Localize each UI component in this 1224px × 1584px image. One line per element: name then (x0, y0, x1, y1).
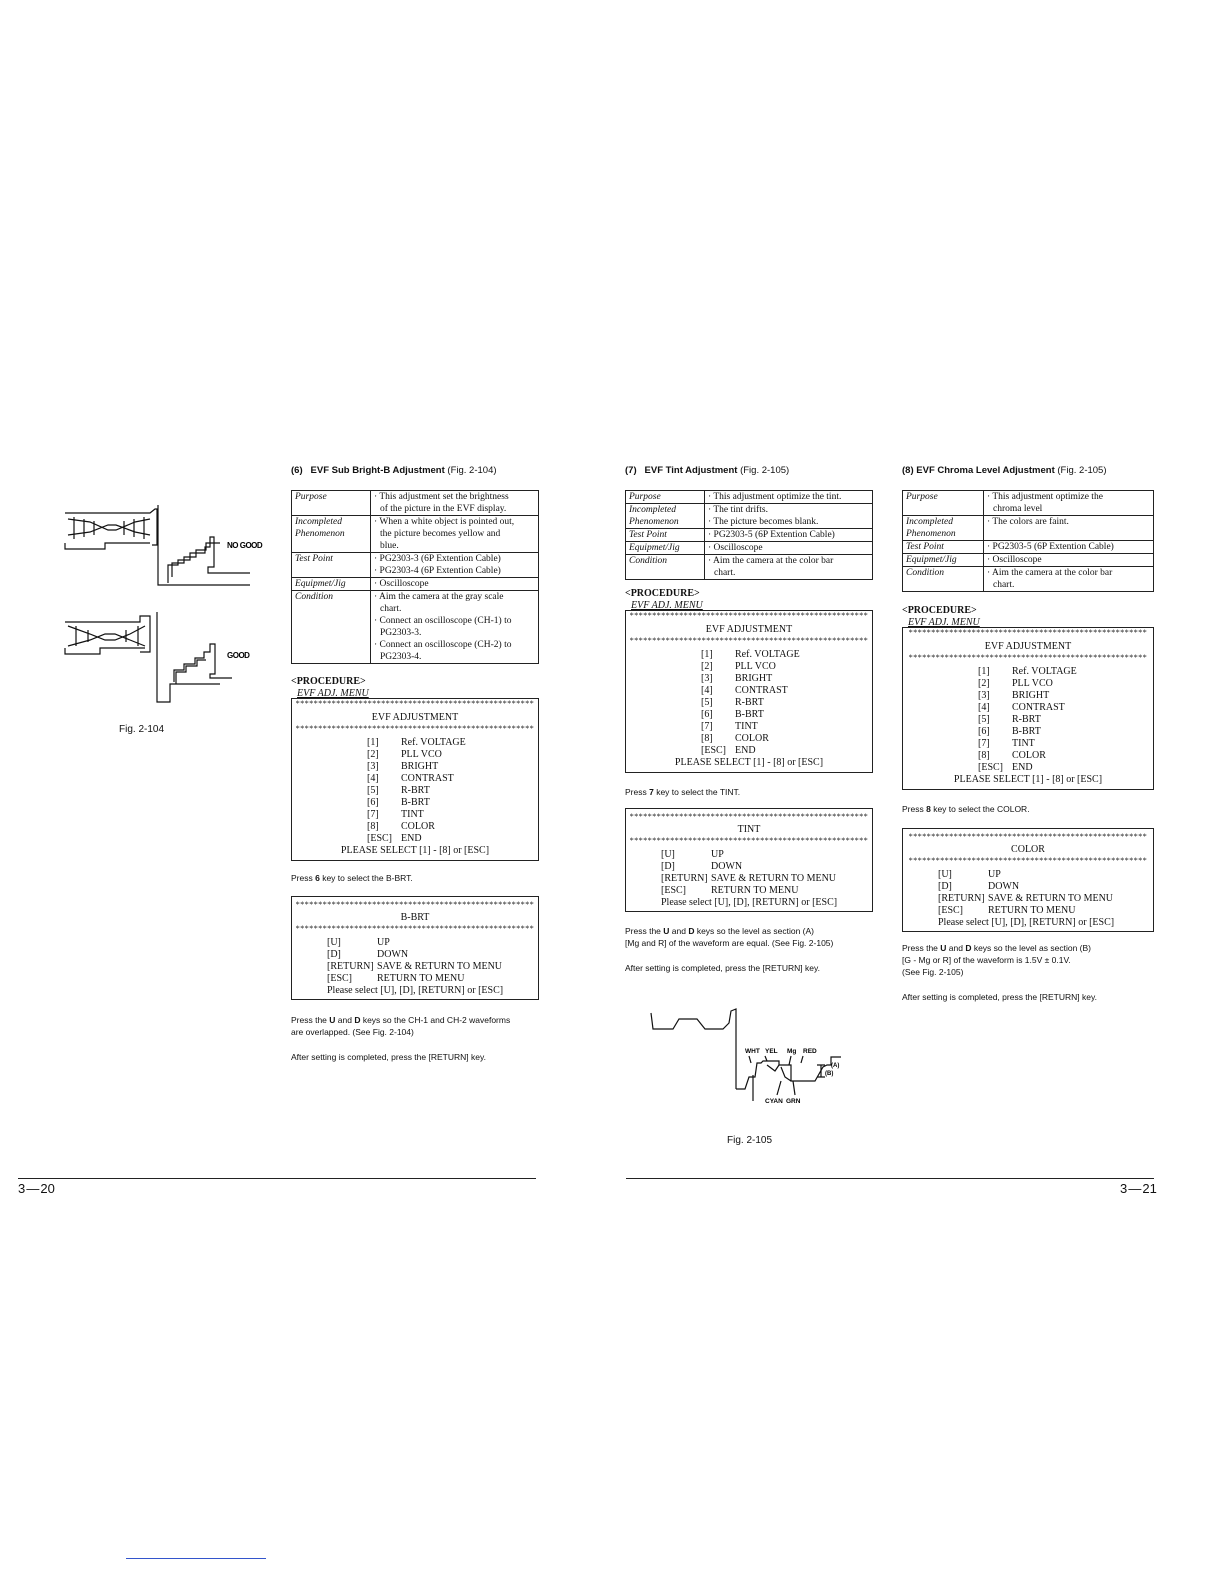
row-key: Equipmet/Jig (629, 543, 680, 553)
section-7-procedure (625, 588, 703, 612)
row-key: Purpose (295, 492, 327, 502)
menu-item-label: UP (711, 849, 724, 860)
menu-item-label: COLOR (735, 733, 769, 744)
table-row (903, 554, 1154, 567)
menu-item (367, 749, 538, 761)
table-row (626, 555, 873, 580)
note-key: D (688, 926, 695, 936)
menu-item-key: [ESC] (661, 885, 686, 896)
note-text: and (335, 1015, 355, 1025)
procedure-title: <PROCEDURE> (625, 588, 700, 599)
menu-item-key: [1] (978, 666, 990, 677)
note-text: (See Fig. 2-105) (902, 967, 964, 977)
menu-item-key: [5] (701, 697, 713, 708)
section-7-press-note (625, 786, 740, 798)
row-line: · PG2303-3 (6P Extention Cable) (374, 554, 501, 564)
note-text: Press (902, 804, 927, 814)
menu-item-label: COLOR (401, 821, 435, 832)
menu-item-label: END (401, 833, 422, 844)
menu-stars-top: ***************************************************** (908, 628, 1148, 637)
section-7-info-table (625, 490, 873, 580)
section-8-submenu (902, 828, 1154, 932)
row-line: · PG2303-5 (6P Extention Cable) (987, 542, 1114, 552)
menu-item (367, 809, 538, 821)
note-text: Press the (625, 926, 664, 936)
menu-item (938, 905, 1153, 917)
fig-2-104-good (60, 612, 265, 722)
row-line: · The tint drifts. (708, 505, 768, 515)
menu-item (938, 893, 1153, 905)
menu-item-key: [U] (938, 869, 952, 880)
menu-item (701, 697, 872, 709)
menu-item-label: SAVE & RETURN TO MENU (988, 893, 1114, 904)
menu-stars-top: ***************************************************** (629, 812, 869, 821)
menu-item-label: DOWN (988, 881, 1020, 892)
note-text: keys so the level as section (A) (694, 926, 814, 936)
row-key: Incompleted (295, 517, 342, 527)
menu-item (978, 714, 1153, 726)
section-8-procedure (902, 605, 980, 629)
menu-item (367, 773, 538, 785)
menu-item-key: [4] (367, 773, 379, 784)
table-row (292, 491, 539, 516)
submenu-footer: Please select [U], [D], [RETURN] or [ESC] (938, 917, 1115, 928)
label-a: (A) (831, 1063, 840, 1069)
row-line: · This adjustment optimize the (987, 492, 1103, 502)
menu-stars-mid: ***************************************************** (908, 653, 1148, 662)
section-8-adjust-note (902, 942, 1162, 978)
section-8-info-table (902, 490, 1154, 592)
label-mg: Mg (787, 1048, 797, 1055)
section-6-title: EVF Sub Bright-B Adjustment (310, 465, 445, 476)
section-7-evf-menu (625, 610, 873, 773)
submenu-title: TINT (737, 824, 761, 835)
menu-item-key: [8] (978, 750, 990, 761)
menu-stars-top: ***************************************************** (629, 611, 869, 620)
submenu-title: B-BRT (400, 912, 430, 923)
row-line: chart. (380, 604, 402, 614)
menu-item-label: TINT (1012, 738, 1035, 749)
menu-item-key: [8] (701, 733, 713, 744)
menu-item (367, 797, 538, 809)
row-line: · Connect an oscilloscope (CH-2) to (374, 640, 512, 650)
submenu-title: COLOR (1011, 844, 1045, 855)
menu-item-key: [ESC] (367, 833, 392, 844)
menu-title: EVF ADJUSTMENT (705, 624, 793, 635)
row-line: PG2303-3. (380, 628, 422, 638)
row-key: Condition (629, 556, 668, 566)
label-wht: WHT (745, 1048, 760, 1055)
menu-item-label: COLOR (1012, 750, 1046, 761)
section-7-heading (625, 465, 789, 476)
section-6-evf-menu (291, 698, 539, 861)
section-8-num: (8) (902, 465, 914, 476)
menu-stars-top: ***************************************************** (295, 699, 535, 708)
table-row (626, 542, 873, 555)
menu-item-label: DOWN (711, 861, 743, 872)
menu-item-key: [ESC] (978, 762, 1003, 773)
note-key: 6 (315, 873, 320, 883)
menu-stars-top: ***************************************************** (908, 832, 1148, 841)
menu-item (367, 821, 538, 833)
menu-item (367, 761, 538, 773)
row-key: Equipmet/Jig (906, 555, 957, 565)
menu-item-key: [3] (978, 690, 990, 701)
row-key: Incompleted (629, 505, 676, 515)
menu-stars-mid: ***************************************************** (908, 856, 1148, 865)
menu-item-key: [ESC] (938, 905, 963, 916)
menu-item-key: [1] (701, 649, 713, 660)
menu-item-label: B-BRT (1012, 726, 1041, 737)
menu-item-label: Ref. VOLTAGE (1012, 666, 1077, 677)
menu-item-key: [7] (978, 738, 990, 749)
menu-footer: PLEASE SELECT [1] - [8] or [ESC] (340, 845, 490, 856)
row-key2: Phenomenon (295, 529, 345, 539)
menu-item (701, 649, 872, 661)
menu-item-label: CONTRAST (1012, 702, 1065, 713)
menu-item (661, 885, 872, 897)
menu-item-key: [2] (978, 678, 990, 689)
row-line: · PG2303-5 (6P Extention Cable) (708, 530, 835, 540)
menu-item (701, 661, 872, 673)
row-key: Test Point (295, 554, 333, 564)
table-row (292, 578, 539, 591)
fig-2-105-caption: Fig. 2-105 (727, 1135, 773, 1146)
section-7-ref: (Fig. 2-105) (740, 465, 790, 476)
menu-item (978, 750, 1153, 762)
section-7-title: EVF Tint Adjustment (644, 465, 738, 476)
menu-item (367, 737, 538, 749)
menu-item-label: R-BRT (735, 697, 764, 708)
row-key2: Phenomenon (906, 529, 956, 539)
row-line: · Oscilloscope (708, 543, 763, 553)
menu-stars-top: ***************************************************** (295, 900, 535, 909)
menu-item-label: PLL VCO (1012, 678, 1053, 689)
menu-item-label: RETURN TO MENU (377, 973, 465, 984)
note-text: key to select the TINT. (653, 787, 741, 797)
note-text: are overlapped. (See Fig. 2-104) (291, 1027, 414, 1037)
menu-item (701, 709, 872, 721)
menu-item (938, 869, 1153, 881)
menu-item-key: [D] (938, 881, 952, 892)
section-8-after-note: After setting is completed, press the [RETURN] key. (902, 992, 1097, 1002)
menu-item (978, 678, 1153, 690)
section-8-press-note (902, 803, 1030, 815)
menu-item (978, 702, 1153, 714)
row-line: blue. (380, 541, 399, 551)
fig-2-104-caption: Fig. 2-104 (119, 724, 165, 735)
menu-item-key: [6] (978, 726, 990, 737)
menu-item (327, 949, 538, 961)
menu-item-label: UP (377, 937, 390, 948)
menu-item-label: SAVE & RETURN TO MENU (377, 961, 503, 972)
menu-item-key: [3] (367, 761, 379, 772)
menu-item-key: [2] (367, 749, 379, 760)
row-line: · PG2303-4 (6P Extention Cable) (374, 566, 501, 576)
label-b: (B) (825, 1071, 834, 1077)
section-6-num: (6) (291, 465, 303, 476)
table-row (626, 491, 873, 504)
note-key: 7 (649, 787, 654, 797)
row-line: chart. (993, 580, 1015, 590)
menu-item-key: [4] (978, 702, 990, 713)
section-8-ref: (Fig. 2-105) (1057, 465, 1107, 476)
note-text: Press (625, 787, 650, 797)
row-line: the picture becomes yellow and (380, 529, 501, 539)
note-text: Press the (902, 943, 941, 953)
menu-item-label: UP (988, 869, 1001, 880)
menu-title: EVF ADJUSTMENT (984, 641, 1072, 652)
table-row (903, 567, 1154, 592)
menu-item-label: R-BRT (401, 785, 430, 796)
label-cyan: CYAN (765, 1098, 783, 1105)
row-line: · Aim the camera at the color bar (708, 556, 834, 566)
menu-item-key: [6] (701, 709, 713, 720)
note-text: key to select the B-BRT. (319, 873, 413, 883)
left-page-number: 3 — 20 (18, 1181, 55, 1196)
note-text: keys so the level as section (B) (971, 943, 1091, 953)
note-text: and (946, 943, 966, 953)
menu-item (661, 849, 872, 861)
menu-item-key: [ESC] (701, 745, 726, 756)
menu-item (327, 937, 538, 949)
menu-item (701, 673, 872, 685)
menu-title: EVF ADJUSTMENT (371, 712, 459, 723)
menu-item (978, 666, 1153, 678)
note-key: U (329, 1015, 336, 1025)
note-text: Press the (291, 1015, 330, 1025)
note-key: D (965, 943, 972, 953)
note-text: [G - Mg or R] of the waveform is 1.5V ± 0.1V. (902, 955, 1071, 965)
no-good-label: NO GOOD (227, 541, 263, 550)
menu-item-key: [RETURN] (661, 873, 708, 884)
note-text: and (669, 926, 689, 936)
menu-stars-mid: ***************************************************** (295, 924, 535, 933)
menu-item-label: PLL VCO (735, 661, 776, 672)
menu-item-label: BRIGHT (401, 761, 439, 772)
menu-item (978, 726, 1153, 738)
menu-item-label: R-BRT (1012, 714, 1041, 725)
table-row (292, 553, 539, 578)
row-key: Condition (295, 592, 334, 602)
menu-item-label: PLL VCO (401, 749, 442, 760)
menu-stars-mid: ***************************************************** (295, 724, 535, 733)
procedure-subtitle: EVF ADJ. MENU (297, 688, 369, 699)
menu-item-key: [D] (661, 861, 675, 872)
row-line: · Aim the camera at the color bar (987, 568, 1113, 578)
procedure-title: <PROCEDURE> (291, 676, 366, 687)
row-line: · Oscilloscope (374, 579, 429, 589)
right-footer-rule (626, 1178, 1154, 1179)
menu-item-label: RETURN TO MENU (711, 885, 799, 896)
row-line: of the picture in the EVF display. (380, 504, 507, 514)
row-line: · Oscilloscope (987, 555, 1042, 565)
menu-item (661, 861, 872, 873)
row-line: · Connect an oscilloscope (CH-1) to (374, 616, 512, 626)
menu-item (327, 973, 538, 985)
section-6-after-note: After setting is completed, press the [RETURN] key. (291, 1052, 486, 1062)
row-key: Test Point (906, 542, 944, 552)
menu-item (701, 685, 872, 697)
section-8-heading (902, 465, 1107, 476)
menu-item-label: BRIGHT (735, 673, 773, 684)
menu-item (367, 833, 538, 845)
menu-item (978, 762, 1153, 774)
menu-item-label: TINT (401, 809, 424, 820)
menu-item-label: TINT (735, 721, 758, 732)
menu-item-label: CONTRAST (401, 773, 454, 784)
note-key: U (663, 926, 670, 936)
menu-item-key: [ESC] (327, 973, 352, 984)
menu-item-label: Ref. VOLTAGE (735, 649, 800, 660)
row-line: · The picture becomes blank. (708, 517, 819, 527)
note-key: D (354, 1015, 361, 1025)
row-key: Purpose (629, 492, 661, 502)
section-7-num: (7) (625, 465, 637, 476)
row-line: · This adjustment optimize the tint. (708, 492, 842, 502)
table-row (292, 516, 539, 553)
menu-item-label: BRIGHT (1012, 690, 1050, 701)
menu-item-label: Ref. VOLTAGE (401, 737, 466, 748)
procedure-subtitle: EVF ADJ. MENU (908, 617, 980, 628)
menu-item-key: [RETURN] (327, 961, 374, 972)
submenu-footer: Please select [U], [D], [RETURN] or [ESC] (661, 897, 838, 908)
section-6-procedure (291, 676, 369, 700)
menu-item-label: B-BRT (735, 709, 764, 720)
menu-item-label: B-BRT (401, 797, 430, 808)
menu-item (367, 785, 538, 797)
table-row (903, 541, 1154, 554)
row-line: chroma level (993, 504, 1043, 514)
note-key: U (940, 943, 947, 953)
menu-item-label: DOWN (377, 949, 409, 960)
row-line: · The colors are faint. (987, 517, 1069, 527)
section-7-adjust-note (625, 925, 890, 949)
menu-item-key: [5] (367, 785, 379, 796)
table-row (626, 529, 873, 542)
fig-2-105 (645, 1005, 865, 1115)
row-key: Purpose (906, 492, 938, 502)
menu-item-key: [3] (701, 673, 713, 684)
menu-item-label: END (735, 745, 756, 756)
row-key: Incompleted (906, 517, 953, 527)
table-row (292, 591, 539, 664)
menu-stars-mid: ***************************************************** (629, 836, 869, 845)
menu-item-key: [1] (367, 737, 379, 748)
menu-item-key: [6] (367, 797, 379, 808)
row-key: Condition (906, 568, 945, 578)
label-yel: YEL (765, 1048, 778, 1055)
menu-stars-mid: ***************************************************** (629, 636, 869, 645)
bottom-blue-rule (126, 1558, 266, 1559)
procedure-subtitle: EVF ADJ. MENU (631, 600, 703, 611)
menu-item-key: [7] (701, 721, 713, 732)
menu-item-key: [8] (367, 821, 379, 832)
menu-item (978, 738, 1153, 750)
menu-item (938, 881, 1153, 893)
menu-item-label: RETURN TO MENU (988, 905, 1076, 916)
submenu-footer: Please select [U], [D], [RETURN] or [ESC] (327, 985, 504, 996)
menu-item (701, 745, 872, 757)
note-text: Press (291, 873, 316, 883)
menu-item-key: [D] (327, 949, 341, 960)
menu-item (327, 961, 538, 973)
menu-item-key: [5] (978, 714, 990, 725)
menu-item-label: END (1012, 762, 1033, 773)
note-text: key to select the COLOR. (930, 804, 1030, 814)
menu-footer: PLEASE SELECT [1] - [8] or [ESC] (674, 757, 824, 768)
menu-item-key: [7] (367, 809, 379, 820)
row-line: · When a white object is pointed out, (374, 517, 515, 527)
row-key2: Phenomenon (629, 517, 679, 527)
procedure-title: <PROCEDURE> (902, 605, 977, 616)
menu-item (701, 721, 872, 733)
menu-item-label: CONTRAST (735, 685, 788, 696)
note-text: keys so the CH-1 and CH-2 waveforms (360, 1015, 511, 1025)
section-6-press-note (291, 872, 413, 884)
row-key: Equipmet/Jig (295, 579, 346, 589)
table-row (903, 516, 1154, 541)
section-6-adjust-note (291, 1014, 551, 1038)
right-page-number: 3 — 21 (1120, 1181, 1157, 1196)
section-7-submenu (625, 808, 873, 912)
menu-item-key: [U] (661, 849, 675, 860)
menu-item-label: SAVE & RETURN TO MENU (711, 873, 837, 884)
menu-item-key: [2] (701, 661, 713, 672)
section-8-title: EVF Chroma Level Adjustment (916, 465, 1055, 476)
note-key: 8 (926, 804, 931, 814)
section-7-after-note: After setting is completed, press the [RETURN] key. (625, 963, 820, 973)
table-row (903, 491, 1154, 516)
note-text: [Mg and R] of the waveform are equal. (See Fig. 2-105) (625, 938, 834, 948)
section-6-heading (291, 465, 497, 476)
row-key: Test Point (629, 530, 667, 540)
menu-item-key: [RETURN] (938, 893, 985, 904)
menu-item-key: [U] (327, 937, 341, 948)
label-red: RED (803, 1048, 817, 1055)
menu-item (978, 690, 1153, 702)
row-line: PG2303-4. (380, 652, 422, 662)
section-8-evf-menu (902, 627, 1154, 790)
row-line: · This adjustment set the brightness (374, 492, 509, 502)
table-row (626, 504, 873, 529)
row-line: chart. (714, 568, 736, 578)
section-6-ref: (Fig. 2-104) (447, 465, 497, 476)
menu-item (701, 733, 872, 745)
section-6-info-table (291, 490, 539, 664)
menu-item (661, 873, 872, 885)
menu-footer: PLEASE SELECT [1] - [8] or [ESC] (953, 774, 1103, 785)
left-footer-rule (18, 1178, 536, 1179)
good-label: GOOD (227, 651, 250, 660)
menu-item-key: [4] (701, 685, 713, 696)
label-grn: GRN (786, 1098, 801, 1105)
row-line: · Aim the camera at the gray scale (374, 592, 504, 602)
fig-2-104-no-good (60, 505, 265, 620)
section-6-submenu (291, 896, 539, 1000)
